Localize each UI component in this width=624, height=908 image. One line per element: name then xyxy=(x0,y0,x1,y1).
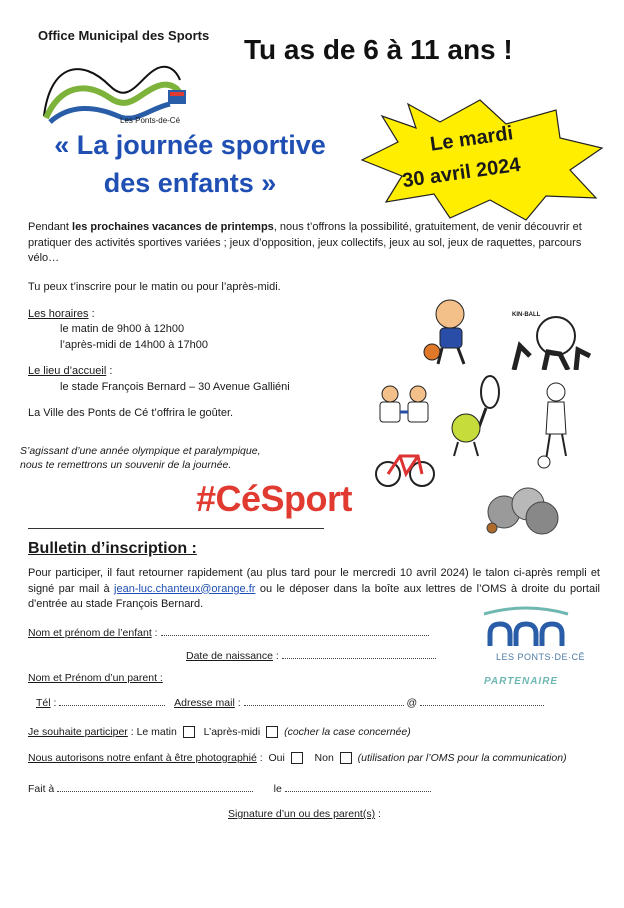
section-divider xyxy=(28,528,324,529)
child-name-label: Nom et prénom de l’enfant xyxy=(28,627,152,639)
hashtag: #CéSport xyxy=(196,478,353,519)
photo-no-label: Non xyxy=(314,752,334,764)
child-name-field[interactable] xyxy=(161,626,429,636)
hours-heading xyxy=(28,307,428,323)
hours-label: Les horaires xyxy=(28,307,89,320)
birthdate-field[interactable] xyxy=(282,649,436,659)
parent-name-row xyxy=(28,672,163,684)
participate-note: (cocher la case concernée) xyxy=(284,726,411,738)
intro-text-after: , nous t’offrons la possibilité, gratuitement, de venir découvrir et pratiquer des activités sportives variées ; jeux d’opposition, jeux collectifs, jeux au sol, jeux de raquettes, parcours vélo… xyxy=(28,221,582,264)
signature-label: Signature d’un ou des parent(s) xyxy=(228,808,376,820)
hours-morning: le matin de 9h00 à 12h00 xyxy=(60,323,185,335)
email-field-domain[interactable] xyxy=(420,696,544,706)
phone-field[interactable] xyxy=(59,696,165,706)
intro-text-bold: les prochaines vacances de printemps xyxy=(72,221,274,233)
partner-logo-graphic xyxy=(480,606,572,650)
signup-text: Tu peux t’inscrire pour le matin ou pour l’après-midi. xyxy=(28,281,281,293)
photo-note: (utilisation par l’OMS pour la communication) xyxy=(357,752,567,764)
event-title xyxy=(30,126,350,202)
hours-afternoon: l’après-midi de 14h00 à 17h00 xyxy=(60,338,208,351)
headline: Tu as de 6 à 11 ans ! xyxy=(244,34,513,65)
place-heading xyxy=(28,364,428,380)
participate-morning-checkbox[interactable] xyxy=(183,726,195,738)
child-name-colon: : xyxy=(154,627,158,639)
judo-kids-illustration xyxy=(372,384,436,434)
org-name: Office Municipal des Sports xyxy=(38,28,210,43)
snack-text: La Ville des Ponts de Cé t’offrira le goûter. xyxy=(28,407,234,419)
child-name-row xyxy=(28,626,429,639)
petanque-balls-illustration xyxy=(484,486,562,536)
signature-colon: : xyxy=(378,808,381,820)
olympic-line2: nous te remettrons un souvenir de la journée. xyxy=(20,459,232,471)
participate-colon: : xyxy=(130,726,134,738)
bulletin-title: Bulletin d’inscription : xyxy=(28,540,197,557)
olympic-note xyxy=(20,444,261,472)
email-colon: : xyxy=(237,697,241,709)
intro-text-before: Pendant xyxy=(28,221,73,233)
logo-town-label: Les Ponts-de-Cé xyxy=(120,116,181,125)
email-field-user[interactable] xyxy=(244,696,404,706)
kinball-illustration xyxy=(504,316,596,370)
phone-colon: : xyxy=(53,697,57,709)
done-at-row xyxy=(28,782,431,795)
bulletin-text-after: ou le déposer dans la boîte aux lettres de l’OMS à droite du portail d'entrée au stade François Bernard. xyxy=(28,582,600,610)
bicycle-illustration xyxy=(374,444,436,488)
event-title-line1: « La journée sportive xyxy=(54,130,326,160)
olympic-line1: S’agissant d’une année olympique et paralympique, xyxy=(20,445,261,457)
place-value: le stade François Bernard – 30 Avenue Galliéni xyxy=(60,380,290,393)
phone-label: Tél xyxy=(36,697,51,709)
event-date-weekday: Le mardi xyxy=(428,122,515,156)
date-label: le xyxy=(273,783,282,795)
tennis-ball-illustration xyxy=(448,372,504,458)
intro-paragraph xyxy=(28,220,596,267)
contact-row xyxy=(36,696,544,709)
photo-consent-row xyxy=(28,752,567,764)
birthdate-row xyxy=(186,649,436,662)
birthdate-colon: : xyxy=(275,650,279,662)
email-at-sign: @ xyxy=(406,697,418,709)
participate-afternoon-label: L’après-midi xyxy=(203,726,261,738)
photo-yes-label: Oui xyxy=(268,752,285,764)
birthdate-label: Date de naissance xyxy=(186,650,273,662)
partner-label: PARTENAIRE xyxy=(484,676,559,687)
info-block xyxy=(28,280,428,422)
partner-town: LES PONTS·DE·CÊ xyxy=(496,652,586,662)
participate-morning-label: Le matin xyxy=(136,726,177,738)
basketball-kid-illustration xyxy=(418,296,490,368)
parent-name-label: Nom et Prénom d’un parent : xyxy=(28,672,163,684)
hours-colon: : xyxy=(88,307,95,320)
participate-label: Je souhaite participer xyxy=(28,726,128,738)
date-field[interactable] xyxy=(285,782,431,792)
place-label: Le lieu d’accueil xyxy=(28,365,107,377)
photo-consent-label: Nous autorisons notre enfant à être photographié xyxy=(28,752,257,764)
place-colon: : xyxy=(106,365,113,377)
signature-row xyxy=(228,808,381,820)
contact-email-link[interactable]: jean-luc.chanteux@orange.fr xyxy=(114,582,256,595)
event-date: 30 avril 2024 xyxy=(400,153,522,193)
football-girl-illustration xyxy=(534,380,578,470)
kinball-label: KIN-BALL xyxy=(512,312,541,318)
email-label: Adresse mail xyxy=(174,697,235,709)
done-at-field[interactable] xyxy=(57,782,253,792)
photo-consent-colon: : xyxy=(259,752,263,764)
participate-afternoon-checkbox[interactable] xyxy=(266,726,278,738)
event-title-line2: des enfants » xyxy=(103,168,277,198)
photo-no-checkbox[interactable] xyxy=(340,752,352,764)
participation-row xyxy=(28,726,411,738)
bulletin-text-before: Pour participer, il faut retourner rapidement (au plus tard pour le mercredi 10 avril 2024) le talon ci-après rempli et signé par mail à xyxy=(28,567,600,595)
oms-logo xyxy=(40,46,190,126)
photo-yes-checkbox[interactable] xyxy=(291,752,303,764)
done-at-label: Fait à xyxy=(28,783,55,795)
